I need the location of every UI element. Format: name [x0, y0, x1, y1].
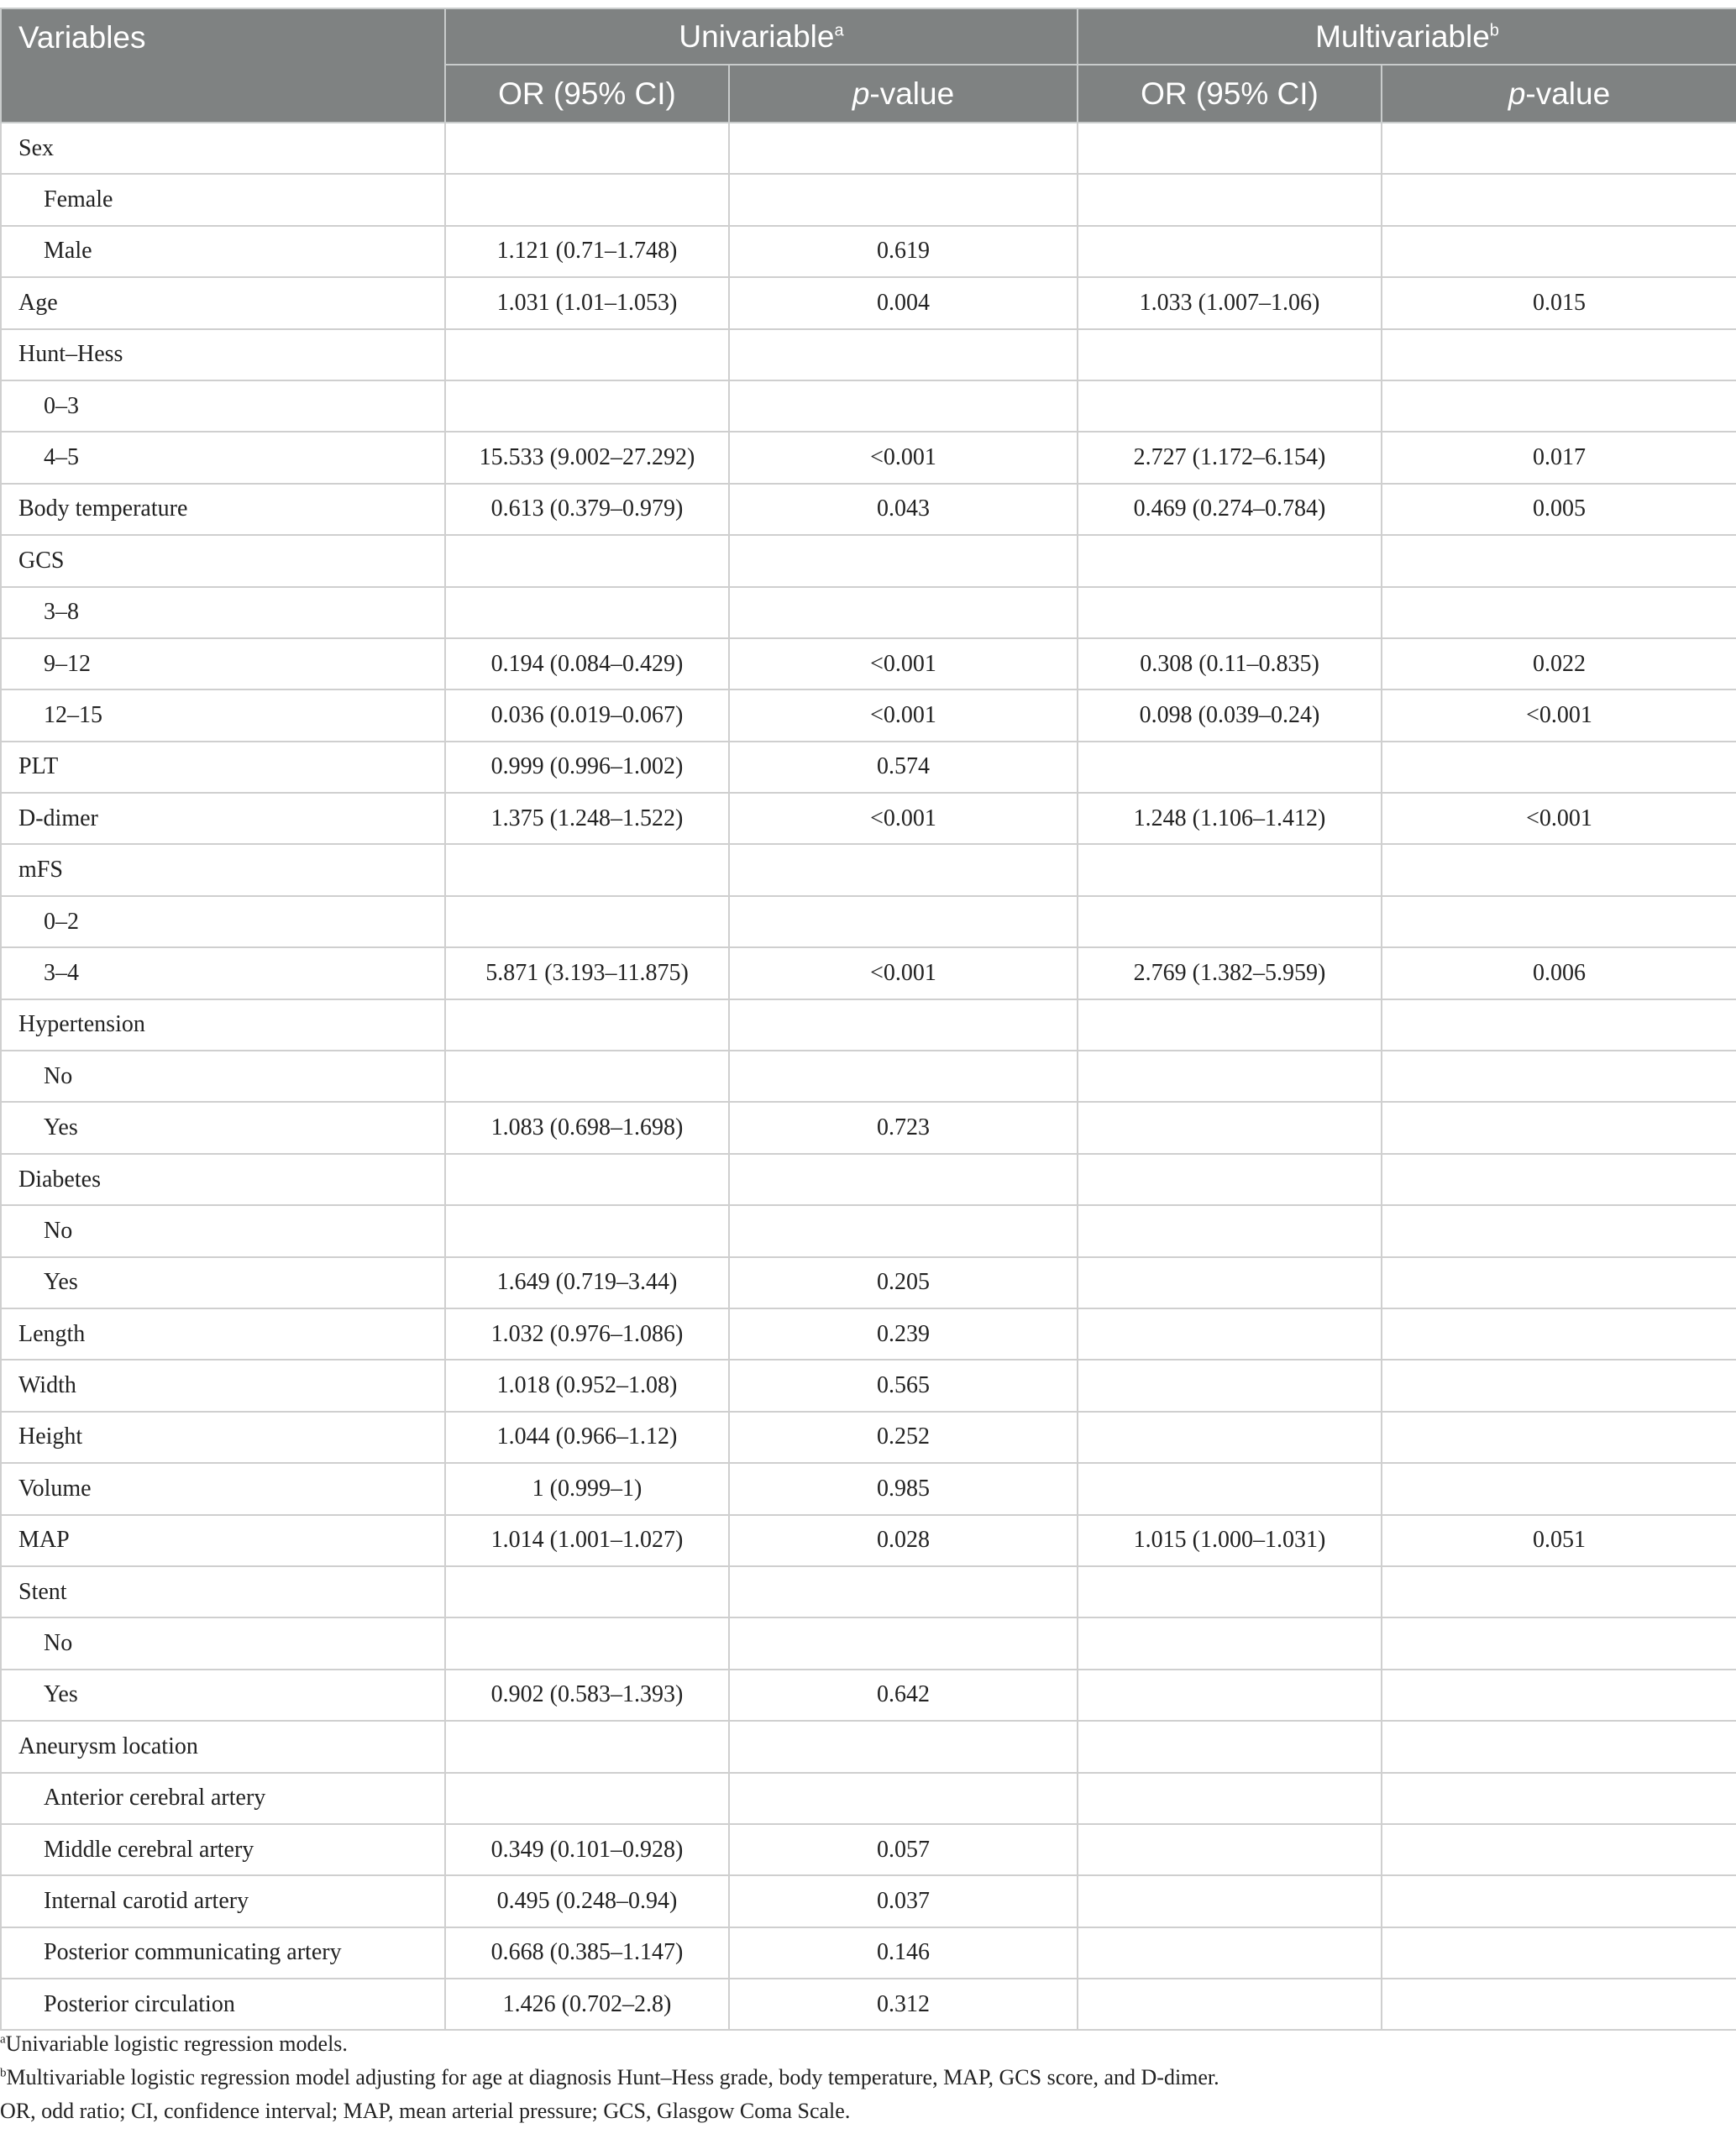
- row-label: Sex: [1, 123, 445, 174]
- univariable-or-cell: 0.902 (0.583–1.393): [445, 1670, 729, 1721]
- univariable-p-cell: [729, 896, 1078, 947]
- univariable-or-cell: [445, 174, 729, 225]
- table-header: [1, 8, 1736, 123]
- univariable-or-cell: 1 (0.999–1): [445, 1463, 729, 1514]
- multivariable-p-cell: [1382, 1360, 1736, 1411]
- header-multivariable: Multivariable$^b$: [1078, 8, 1736, 65]
- univariable-p-cell: 0.642: [729, 1670, 1078, 1721]
- row-label: 12–15: [1, 689, 445, 741]
- table-row: [1, 535, 1736, 586]
- header-uni-p: p-value: [729, 65, 1078, 123]
- multivariable-or-cell: [1078, 1979, 1382, 2030]
- multivariable-or-cell: 1.248 (1.106–1.412): [1078, 793, 1382, 844]
- multivariable-p-cell: 0.005: [1382, 484, 1736, 535]
- univariable-p-cell: [729, 1617, 1078, 1669]
- multivariable-p-cell: [1382, 329, 1736, 380]
- table-row: [1, 1979, 1736, 2030]
- univariable-p-cell: 0.239: [729, 1308, 1078, 1360]
- multivariable-p-cell: [1382, 1412, 1736, 1463]
- row-label: Volume: [1, 1463, 445, 1514]
- multivariable-p-cell: [1382, 1463, 1736, 1514]
- multivariable-or-cell: [1078, 999, 1382, 1051]
- univariable-p-cell: 0.043: [729, 484, 1078, 535]
- multivariable-p-cell: [1382, 1102, 1736, 1153]
- header-multi-p: p-value: [1382, 65, 1736, 123]
- table-row: [1, 742, 1736, 793]
- row-label: Female: [1, 174, 445, 225]
- table-row: [1, 380, 1736, 432]
- univariable-or-cell: [445, 1773, 729, 1824]
- multivariable-or-cell: 2.769 (1.382–5.959): [1078, 947, 1382, 999]
- multivariable-or-cell: [1078, 1670, 1382, 1721]
- multivariable-or-cell: [1078, 1927, 1382, 1979]
- univariable-p-cell: 0.574: [729, 742, 1078, 793]
- row-label: Middle cerebral artery: [1, 1824, 445, 1875]
- multivariable-p-cell: [1382, 999, 1736, 1051]
- row-label: No: [1, 1617, 445, 1669]
- multivariable-or-cell: [1078, 1257, 1382, 1308]
- table-row: [1, 1412, 1736, 1463]
- table-row: [1, 1670, 1736, 1721]
- univariable-or-cell: 15.533 (9.002–27.292): [445, 432, 729, 483]
- table-row: [1, 1051, 1736, 1102]
- univariable-or-cell: [445, 1566, 729, 1617]
- univariable-p-cell: <0.001: [729, 793, 1078, 844]
- multivariable-p-cell: [1382, 174, 1736, 225]
- multivariable-or-cell: [1078, 742, 1382, 793]
- multivariable-footnote-mark: b: [1489, 21, 1499, 40]
- univariable-or-cell: [445, 123, 729, 174]
- row-label: Stent: [1, 1566, 445, 1617]
- univariable-or-cell: [445, 1617, 729, 1669]
- table-row: [1, 1154, 1736, 1205]
- univariable-p-cell: 0.057: [729, 1824, 1078, 1875]
- row-label: No: [1, 1205, 445, 1256]
- multivariable-p-cell: <0.001: [1382, 793, 1736, 844]
- multivariable-or-cell: [1078, 1463, 1382, 1514]
- multivariable-p-cell: [1382, 1773, 1736, 1824]
- table-row: [1, 484, 1736, 535]
- multivariable-p-cell: [1382, 1617, 1736, 1669]
- row-label: 4–5: [1, 432, 445, 483]
- univariable-or-cell: [445, 329, 729, 380]
- table-row: [1, 1308, 1736, 1360]
- univariable-or-cell: [445, 999, 729, 1051]
- row-label: Body temperature: [1, 484, 445, 535]
- univariable-or-cell: 1.018 (0.952–1.08): [445, 1360, 729, 1411]
- table-row: [1, 1102, 1736, 1153]
- table-row: [1, 277, 1736, 328]
- univariable-or-cell: 0.194 (0.084–0.429): [445, 638, 729, 689]
- multivariable-p-cell: <0.001: [1382, 689, 1736, 741]
- univariable-p-cell: [729, 329, 1078, 380]
- footnote-abbreviations: OR, odd ratio; CI, confidence interval; MAP, mean arterial pressure; GCS, Glasgow Coma Scale.: [0, 2099, 851, 2123]
- multivariable-p-cell: [1382, 123, 1736, 174]
- univariable-p-cell: 0.028: [729, 1515, 1078, 1566]
- univariable-p-cell: [729, 174, 1078, 225]
- row-label: 0–2: [1, 896, 445, 947]
- table-row: [1, 1875, 1736, 1927]
- multivariable-or-cell: [1078, 587, 1382, 638]
- header-multi-or: OR (95% CI): [1078, 65, 1382, 123]
- univariable-or-cell: 1.044 (0.966–1.12): [445, 1412, 729, 1463]
- row-label: 3–8: [1, 587, 445, 638]
- univariable-or-cell: 5.871 (3.193–11.875): [445, 947, 729, 999]
- univariable-or-cell: 1.375 (1.248–1.522): [445, 793, 729, 844]
- univariable-or-cell: 1.426 (0.702–2.8): [445, 1979, 729, 2030]
- univariable-or-cell: 0.999 (0.996–1.002): [445, 742, 729, 793]
- row-label: Male: [1, 226, 445, 277]
- multivariable-p-cell: [1382, 1824, 1736, 1875]
- univariable-or-cell: 1.121 (0.71–1.748): [445, 226, 729, 277]
- multivariable-or-cell: [1078, 1360, 1382, 1411]
- univariable-p-cell: 0.565: [729, 1360, 1078, 1411]
- univariable-or-cell: 0.349 (0.101–0.928): [445, 1824, 729, 1875]
- multivariable-or-cell: [1078, 1205, 1382, 1256]
- univariable-p-cell: <0.001: [729, 638, 1078, 689]
- table-row: [1, 1566, 1736, 1617]
- univariable-p-cell: 0.205: [729, 1257, 1078, 1308]
- table-row: [1, 432, 1736, 483]
- row-label: Height: [1, 1412, 445, 1463]
- table-row: [1, 1927, 1736, 1979]
- multivariable-or-cell: [1078, 1412, 1382, 1463]
- multivariable-or-cell: [1078, 123, 1382, 174]
- univariable-p-cell: [729, 587, 1078, 638]
- multivariable-p-cell: [1382, 1051, 1736, 1102]
- univariable-or-cell: [445, 1205, 729, 1256]
- table-row: [1, 1617, 1736, 1669]
- multivariable-p-cell: [1382, 844, 1736, 895]
- univariable-or-cell: 0.036 (0.019–0.067): [445, 689, 729, 741]
- footnote-b: $^b$Multivariable logistic regression model adjusting for age at diagnosis Hunt–Hess grade, body temperature, MAP, GCS score, and D-dimer.: [0, 2065, 1219, 2089]
- row-label: PLT: [1, 742, 445, 793]
- multivariable-or-cell: [1078, 1308, 1382, 1360]
- univariable-p-cell: [729, 535, 1078, 586]
- univariable-p-cell: [729, 1205, 1078, 1256]
- univariable-or-cell: [445, 1721, 729, 1772]
- multivariable-p-cell: 0.051: [1382, 1515, 1736, 1566]
- table-row: [1, 587, 1736, 638]
- univariable-or-cell: 1.014 (1.001–1.027): [445, 1515, 729, 1566]
- multivariable-p-cell: [1382, 1670, 1736, 1721]
- univariable-p-cell: 0.312: [729, 1979, 1078, 2030]
- univariable-p-cell: [729, 999, 1078, 1051]
- row-label: No: [1, 1051, 445, 1102]
- multivariable-or-cell: [1078, 896, 1382, 947]
- univariable-p-cell: 0.619: [729, 226, 1078, 277]
- header-univariable: Univariable$^a$: [445, 8, 1078, 65]
- multivariable-or-cell: [1078, 1154, 1382, 1205]
- table-row: [1, 793, 1736, 844]
- univariable-p-cell: [729, 1154, 1078, 1205]
- multivariable-p-cell: [1382, 1205, 1736, 1256]
- table-row: [1, 1773, 1736, 1824]
- multivariable-or-cell: [1078, 380, 1382, 432]
- header-uni-or: OR (95% CI): [445, 65, 729, 123]
- univariable-p-cell: 0.985: [729, 1463, 1078, 1514]
- univariable-p-cell: <0.001: [729, 432, 1078, 483]
- multivariable-or-cell: [1078, 844, 1382, 895]
- row-label: D-dimer: [1, 793, 445, 844]
- row-label: MAP: [1, 1515, 445, 1566]
- row-label: Internal carotid artery: [1, 1875, 445, 1927]
- multivariable-or-cell: [1078, 1102, 1382, 1153]
- multivariable-or-cell: [1078, 1721, 1382, 1772]
- table-row: [1, 947, 1736, 999]
- multivariable-p-cell: 0.017: [1382, 432, 1736, 483]
- row-label: 3–4: [1, 947, 445, 999]
- univariable-or-cell: 1.032 (0.976–1.086): [445, 1308, 729, 1360]
- table-row: [1, 1360, 1736, 1411]
- multivariable-p-cell: 0.015: [1382, 277, 1736, 328]
- row-label: Yes: [1, 1102, 445, 1153]
- table-row: [1, 174, 1736, 225]
- row-label: Hypertension: [1, 999, 445, 1051]
- multivariable-or-cell: [1078, 1566, 1382, 1617]
- multivariable-or-cell: 1.015 (1.000–1.031): [1078, 1515, 1382, 1566]
- univariable-p-cell: 0.037: [729, 1875, 1078, 1927]
- row-label: Yes: [1, 1670, 445, 1721]
- univariable-p-cell: <0.001: [729, 689, 1078, 741]
- row-label: mFS: [1, 844, 445, 895]
- univariable-p-cell: 0.252: [729, 1412, 1078, 1463]
- multivariable-or-cell: 0.098 (0.039–0.24): [1078, 689, 1382, 741]
- table-row: [1, 844, 1736, 895]
- table-row: [1, 123, 1736, 174]
- multivariable-p-cell: [1382, 226, 1736, 277]
- table-row: [1, 1721, 1736, 1772]
- univariable-p-cell: [729, 844, 1078, 895]
- multivariable-or-cell: [1078, 226, 1382, 277]
- multivariable-p-cell: [1382, 896, 1736, 947]
- regression-table: [0, 8, 1736, 2031]
- univariable-or-cell: [445, 1154, 729, 1205]
- row-label: Width: [1, 1360, 445, 1411]
- multivariable-p-cell: [1382, 1927, 1736, 1979]
- univariable-p-cell: 0.004: [729, 277, 1078, 328]
- row-label: Posterior communicating artery: [1, 1927, 445, 1979]
- table-row: [1, 1257, 1736, 1308]
- footnote-a: $^a$Univariable logistic regression models.: [0, 2032, 348, 2056]
- multivariable-or-cell: [1078, 1824, 1382, 1875]
- row-label: 0–3: [1, 380, 445, 432]
- multivariable-or-cell: 1.033 (1.007–1.06): [1078, 277, 1382, 328]
- univariable-or-cell: 0.495 (0.248–0.94): [445, 1875, 729, 1927]
- multivariable-p-cell: 0.006: [1382, 947, 1736, 999]
- row-label: Diabetes: [1, 1154, 445, 1205]
- table-row: [1, 329, 1736, 380]
- table-row: [1, 1515, 1736, 1566]
- univariable-p-cell: [729, 380, 1078, 432]
- table-body: [1, 123, 1736, 2030]
- footnotes: [0, 2027, 1736, 2128]
- univariable-or-cell: [445, 1051, 729, 1102]
- multivariable-p-cell: [1382, 535, 1736, 586]
- univariable-or-cell: 1.649 (0.719–3.44): [445, 1257, 729, 1308]
- univariable-or-cell: [445, 535, 729, 586]
- row-label: Anterior cerebral artery: [1, 1773, 445, 1824]
- table-row: [1, 1824, 1736, 1875]
- univariable-p-cell: [729, 1773, 1078, 1824]
- row-label: 9–12: [1, 638, 445, 689]
- table-row: [1, 999, 1736, 1051]
- multivariable-or-cell: [1078, 1051, 1382, 1102]
- multivariable-or-cell: [1078, 535, 1382, 586]
- multivariable-p-cell: [1382, 1566, 1736, 1617]
- univariable-p-cell: [729, 1721, 1078, 1772]
- table-row: [1, 896, 1736, 947]
- univariable-p-cell: [729, 1051, 1078, 1102]
- multivariable-p-cell: 0.022: [1382, 638, 1736, 689]
- row-label: Aneurysm location: [1, 1721, 445, 1772]
- regression-table-container: [0, 8, 1736, 2031]
- multivariable-p-cell: [1382, 587, 1736, 638]
- univariable-p-cell: <0.001: [729, 947, 1078, 999]
- table-row: [1, 689, 1736, 741]
- header-variables: Variables: [1, 8, 445, 123]
- univariable-or-cell: [445, 380, 729, 432]
- univariable-p-cell: 0.146: [729, 1927, 1078, 1979]
- multivariable-or-cell: 0.308 (0.11–0.835): [1078, 638, 1382, 689]
- univariable-p-cell: [729, 1566, 1078, 1617]
- multivariable-p-cell: [1382, 1308, 1736, 1360]
- univariable-or-cell: 1.031 (1.01–1.053): [445, 277, 729, 328]
- row-label: Yes: [1, 1257, 445, 1308]
- row-label: GCS: [1, 535, 445, 586]
- univariable-p-cell: [729, 123, 1078, 174]
- multivariable-p-cell: [1382, 1257, 1736, 1308]
- univariable-or-cell: 1.083 (0.698–1.698): [445, 1102, 729, 1153]
- row-label: Length: [1, 1308, 445, 1360]
- univariable-or-cell: 0.668 (0.385–1.147): [445, 1927, 729, 1979]
- multivariable-or-cell: [1078, 1617, 1382, 1669]
- table-row: [1, 1205, 1736, 1256]
- multivariable-or-cell: 2.727 (1.172–6.154): [1078, 432, 1382, 483]
- table-row: [1, 638, 1736, 689]
- multivariable-p-cell: [1382, 1979, 1736, 2030]
- univariable-or-cell: [445, 844, 729, 895]
- univariable-footnote-mark: a: [834, 21, 844, 40]
- row-label: Posterior circulation: [1, 1979, 445, 2030]
- row-label: Hunt–Hess: [1, 329, 445, 380]
- multivariable-p-cell: [1382, 1154, 1736, 1205]
- multivariable-or-cell: [1078, 1773, 1382, 1824]
- multivariable-p-cell: [1382, 1875, 1736, 1927]
- table-row: [1, 1463, 1736, 1514]
- univariable-p-cell: 0.723: [729, 1102, 1078, 1153]
- row-label: Age: [1, 277, 445, 328]
- univariable-or-cell: 0.613 (0.379–0.979): [445, 484, 729, 535]
- univariable-or-cell: [445, 896, 729, 947]
- univariable-or-cell: [445, 587, 729, 638]
- multivariable-p-cell: [1382, 1721, 1736, 1772]
- multivariable-p-cell: [1382, 380, 1736, 432]
- multivariable-or-cell: [1078, 174, 1382, 225]
- multivariable-or-cell: 0.469 (0.274–0.784): [1078, 484, 1382, 535]
- multivariable-or-cell: [1078, 329, 1382, 380]
- multivariable-or-cell: [1078, 1875, 1382, 1927]
- multivariable-p-cell: [1382, 742, 1736, 793]
- table-row: [1, 226, 1736, 277]
